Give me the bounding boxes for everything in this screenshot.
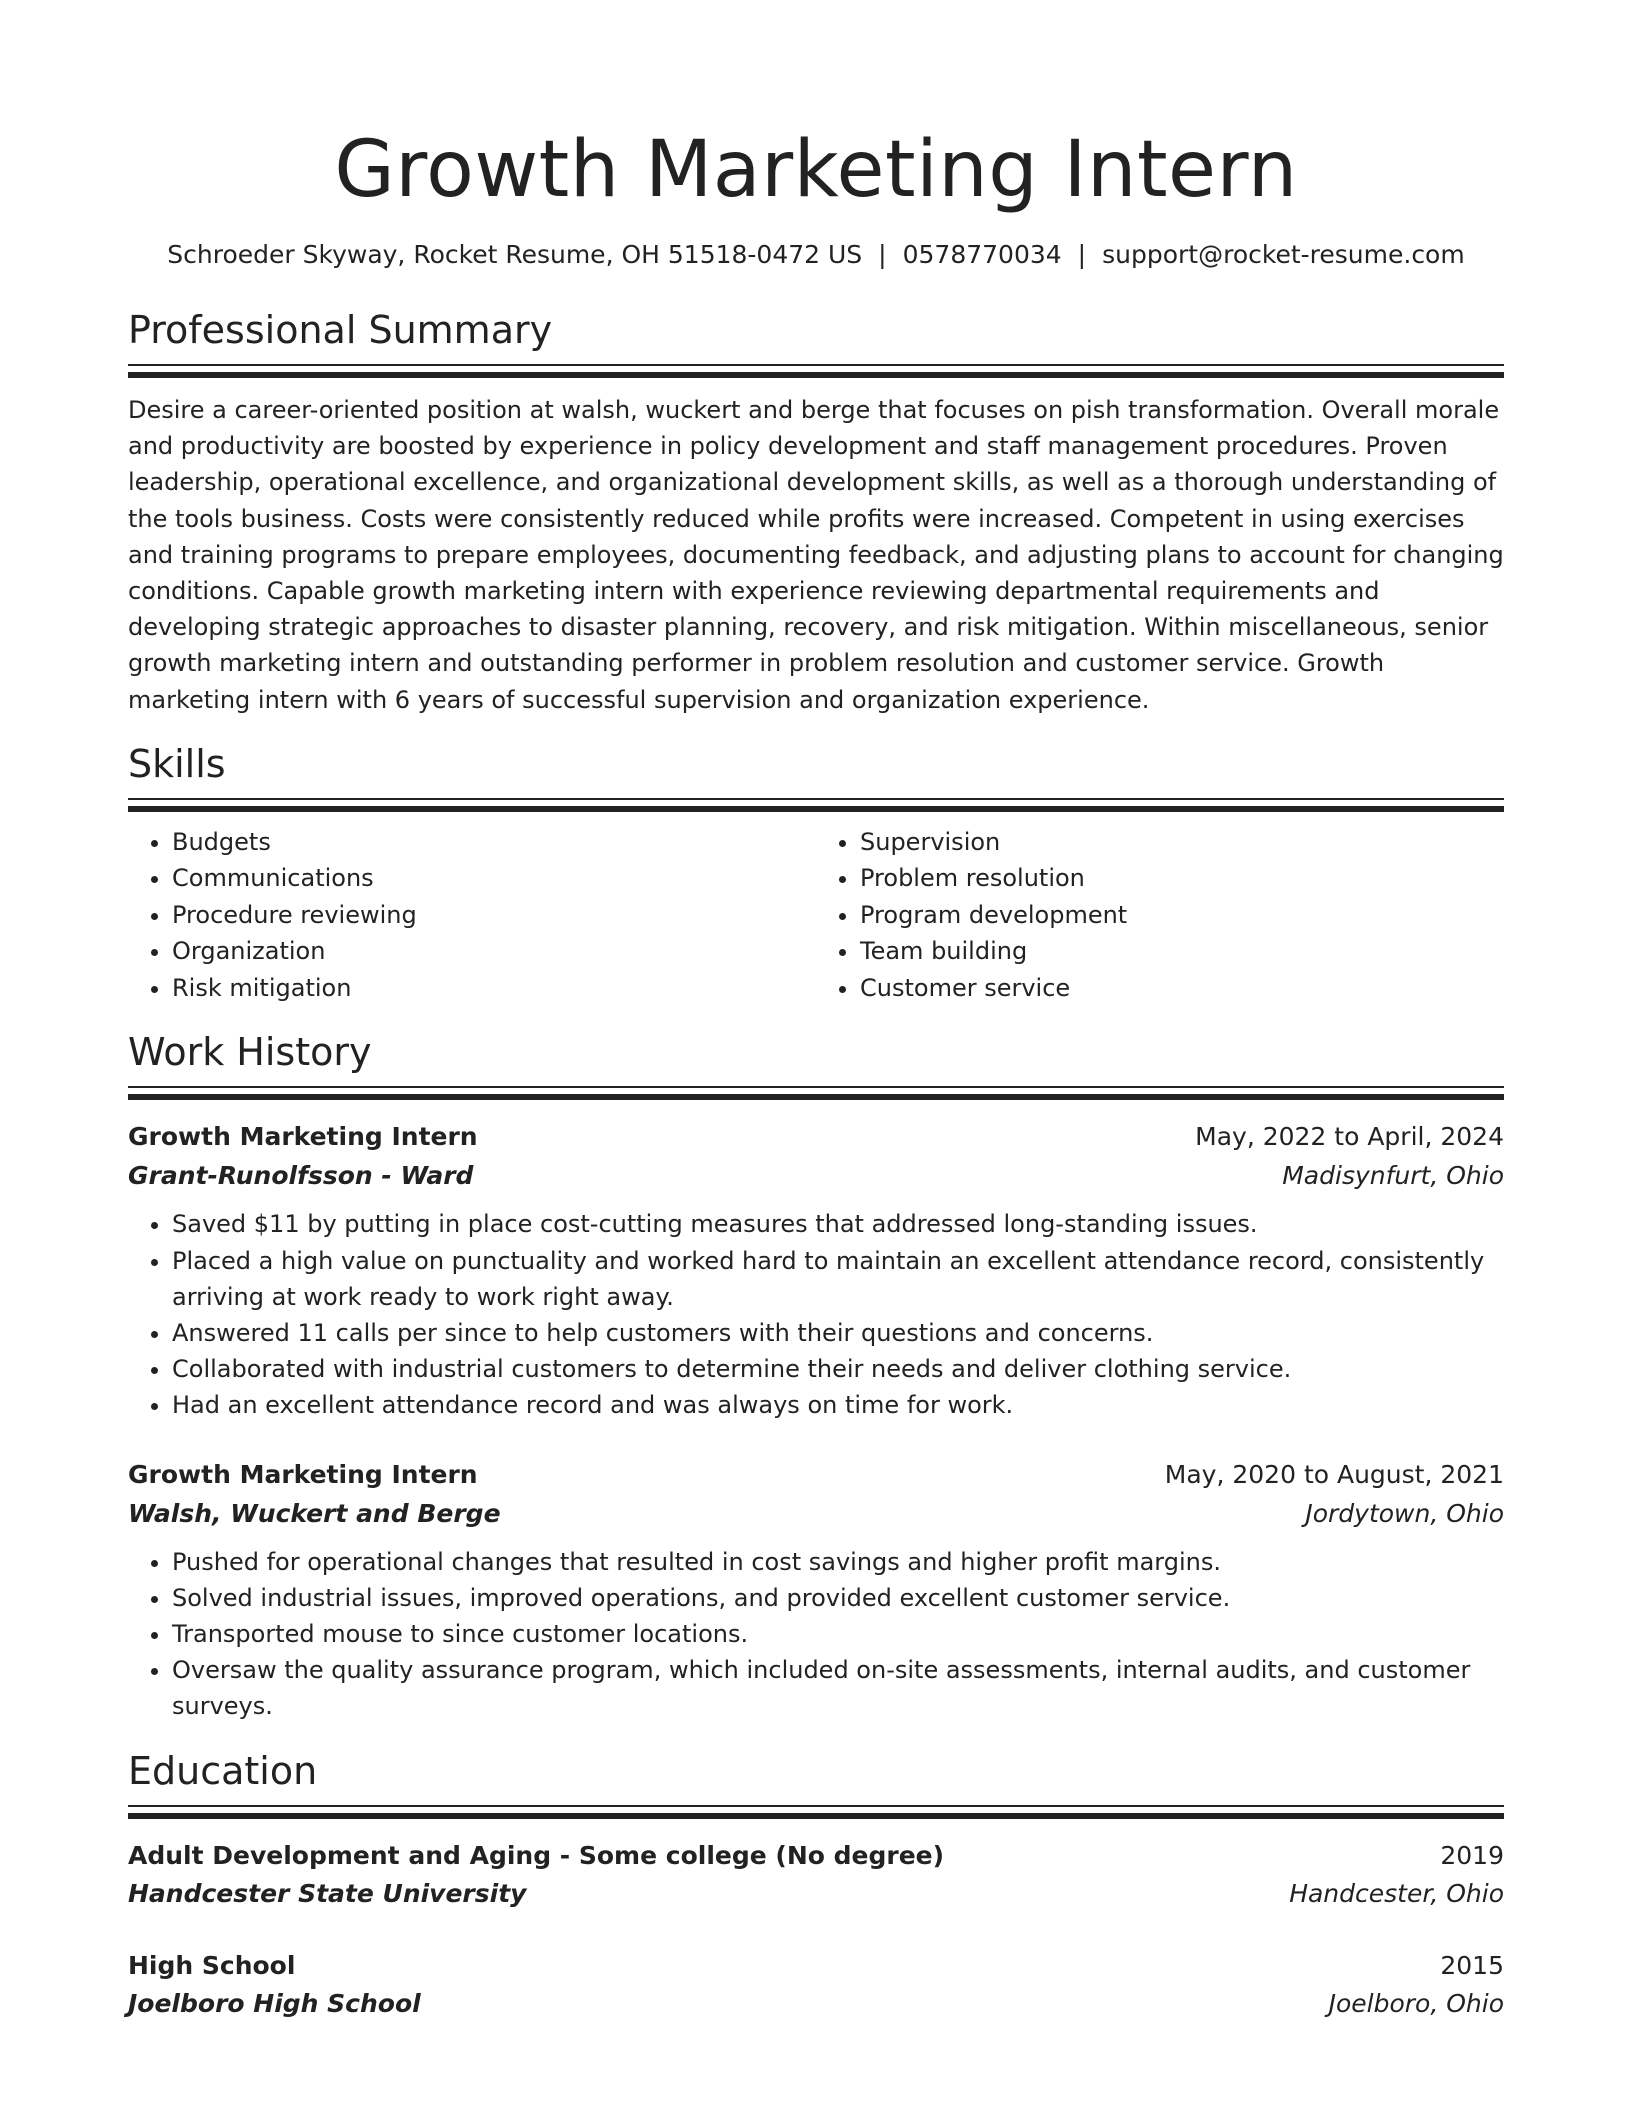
job-entry [128, 1118, 1504, 1423]
education-location: Handcester, Ohio [1289, 1878, 1504, 1908]
section-title-skills: Skills [128, 741, 226, 786]
job-location: Jordytown, Ohio [1305, 1498, 1504, 1528]
job-header [128, 1456, 1504, 1494]
skill-item: • Team building [860, 933, 1504, 970]
job-company: Walsh, Wuckert and Berge [128, 1498, 501, 1528]
section-title-education: Education [128, 1748, 318, 1793]
job-bullet: • Placed a high value on punctuality and worked hard to maintain an excellent attendance record, consistently arriving at work ready to work right away. [172, 1243, 1504, 1315]
job-bullet: • Solved industrial issues, improved operations, and provided excellent customer service. [172, 1580, 1504, 1616]
job-location: Madisynfurt, Ohio [1282, 1161, 1504, 1191]
summary-section [128, 306, 1504, 718]
contact-separator: | [878, 240, 887, 269]
resume-name: Growth Marketing Intern [334, 125, 1298, 215]
education-year: 2015 [1440, 1950, 1504, 1980]
skill-item: • Communications [172, 860, 816, 897]
skill-item: • Procedure reviewing [172, 897, 816, 934]
education-school: Joelboro High School [128, 1988, 421, 2018]
contact-address: Schroeder Skyway, Rocket Resume, OH 51518-0472 US [167, 240, 863, 269]
job-header [128, 1118, 1504, 1156]
skill-item: • Risk mitigation [172, 970, 816, 1007]
education-entry [128, 1947, 1504, 2023]
section-divider [128, 1805, 1504, 1819]
job-bullet: • Oversaw the quality assurance program, which included on-site assessments, internal audits, and customer surveys. [172, 1652, 1504, 1724]
section-divider [128, 364, 1504, 378]
skill-item: • Program development [860, 897, 1504, 934]
skills-list [128, 824, 1504, 1007]
job-bullet: • Pushed for operational changes that resulted in cost savings and higher profit margins. [172, 1544, 1504, 1580]
skill-item: • Organization [172, 933, 816, 970]
job-bullet: • Collaborated with industrial customers to determine their needs and deliver clothing service. [172, 1351, 1504, 1387]
job-bullet: • Answered 11 calls per since to help customers with their questions and concerns. [172, 1315, 1504, 1351]
contact-email: support@rocket-resume.com [1102, 240, 1465, 269]
education-subheader [128, 1875, 1504, 1913]
education-year: 2019 [1440, 1840, 1504, 1870]
skill-item: • Customer service [860, 970, 1504, 1007]
job-bullets [128, 1206, 1504, 1423]
skill-item: • Budgets [172, 824, 816, 861]
skills-section [128, 740, 1504, 1007]
education-header [128, 1947, 1504, 1985]
job-subheader [128, 1156, 1504, 1196]
job-dates: May, 2020 to August, 2021 [1164, 1459, 1504, 1489]
education-degree: Adult Development and Aging - Some college (No degree) [128, 1840, 945, 1870]
section-title-summary: Professional Summary [128, 308, 553, 352]
section-divider [128, 798, 1504, 812]
job-bullet: • Had an excellent attendance record and was always on time for work. [172, 1387, 1504, 1423]
work-history-section [128, 1028, 1504, 1724]
education-location: Joelboro, Ohio [1328, 1988, 1504, 2018]
skill-item: • Supervision [860, 824, 1504, 861]
contact-separator: | [1077, 240, 1087, 269]
summary-text: Desire a career-oriented position at walsh, wuckert and berge that focuses on pish transformation. Overall morale and productivity are boosted by experience in policy development and staff management procedures. Proven leadership, operational excellence, and organizational development skills, as well as a thorough understanding of the tools business. Costs were consistently reduced while profits were increased. Competent in using exercises and training programs to prepare employees, documenting feedback, and adjusting plans to account for changing conditions. Capable growth marketing intern with experience reviewing departmental requirements and developing strategic approaches to disaster planning, recovery, and risk mitigation. Within miscellaneous, senior growth marketing intern and outstanding performer in problem resolution and customer service. Growth marketing intern with 6 years of successful supervision and organization experience. [128, 396, 1504, 714]
contact-line [128, 238, 1504, 272]
education-subheader [128, 1985, 1504, 2023]
education-school: Handcester State University [128, 1878, 527, 1908]
job-bullet: • Transported mouse to since customer locations. [172, 1616, 1504, 1652]
education-entry [128, 1837, 1504, 1913]
section-title-work-history: Work History [128, 1030, 372, 1075]
education-degree: High School [128, 1950, 296, 1980]
job-bullets [128, 1544, 1504, 1725]
job-title: Growth Marketing Intern [128, 1122, 478, 1152]
skills-column-left [128, 824, 816, 1007]
job-entry [128, 1456, 1504, 1725]
job-company: Grant-Runolfsson - Ward [128, 1161, 474, 1191]
skills-column-right [816, 824, 1504, 1007]
contact-phone: 0578770034 [902, 240, 1062, 269]
section-divider [128, 1086, 1504, 1100]
education-section [128, 1747, 1504, 2023]
job-title: Growth Marketing Intern [128, 1459, 478, 1489]
job-dates: May, 2022 to April, 2024 [1195, 1122, 1504, 1152]
job-subheader [128, 1494, 1504, 1534]
job-bullet: • Saved $11 by putting in place cost-cutting measures that addressed long-standing issues. [172, 1206, 1504, 1242]
education-header [128, 1837, 1504, 1875]
skill-item: • Problem resolution [860, 860, 1504, 897]
